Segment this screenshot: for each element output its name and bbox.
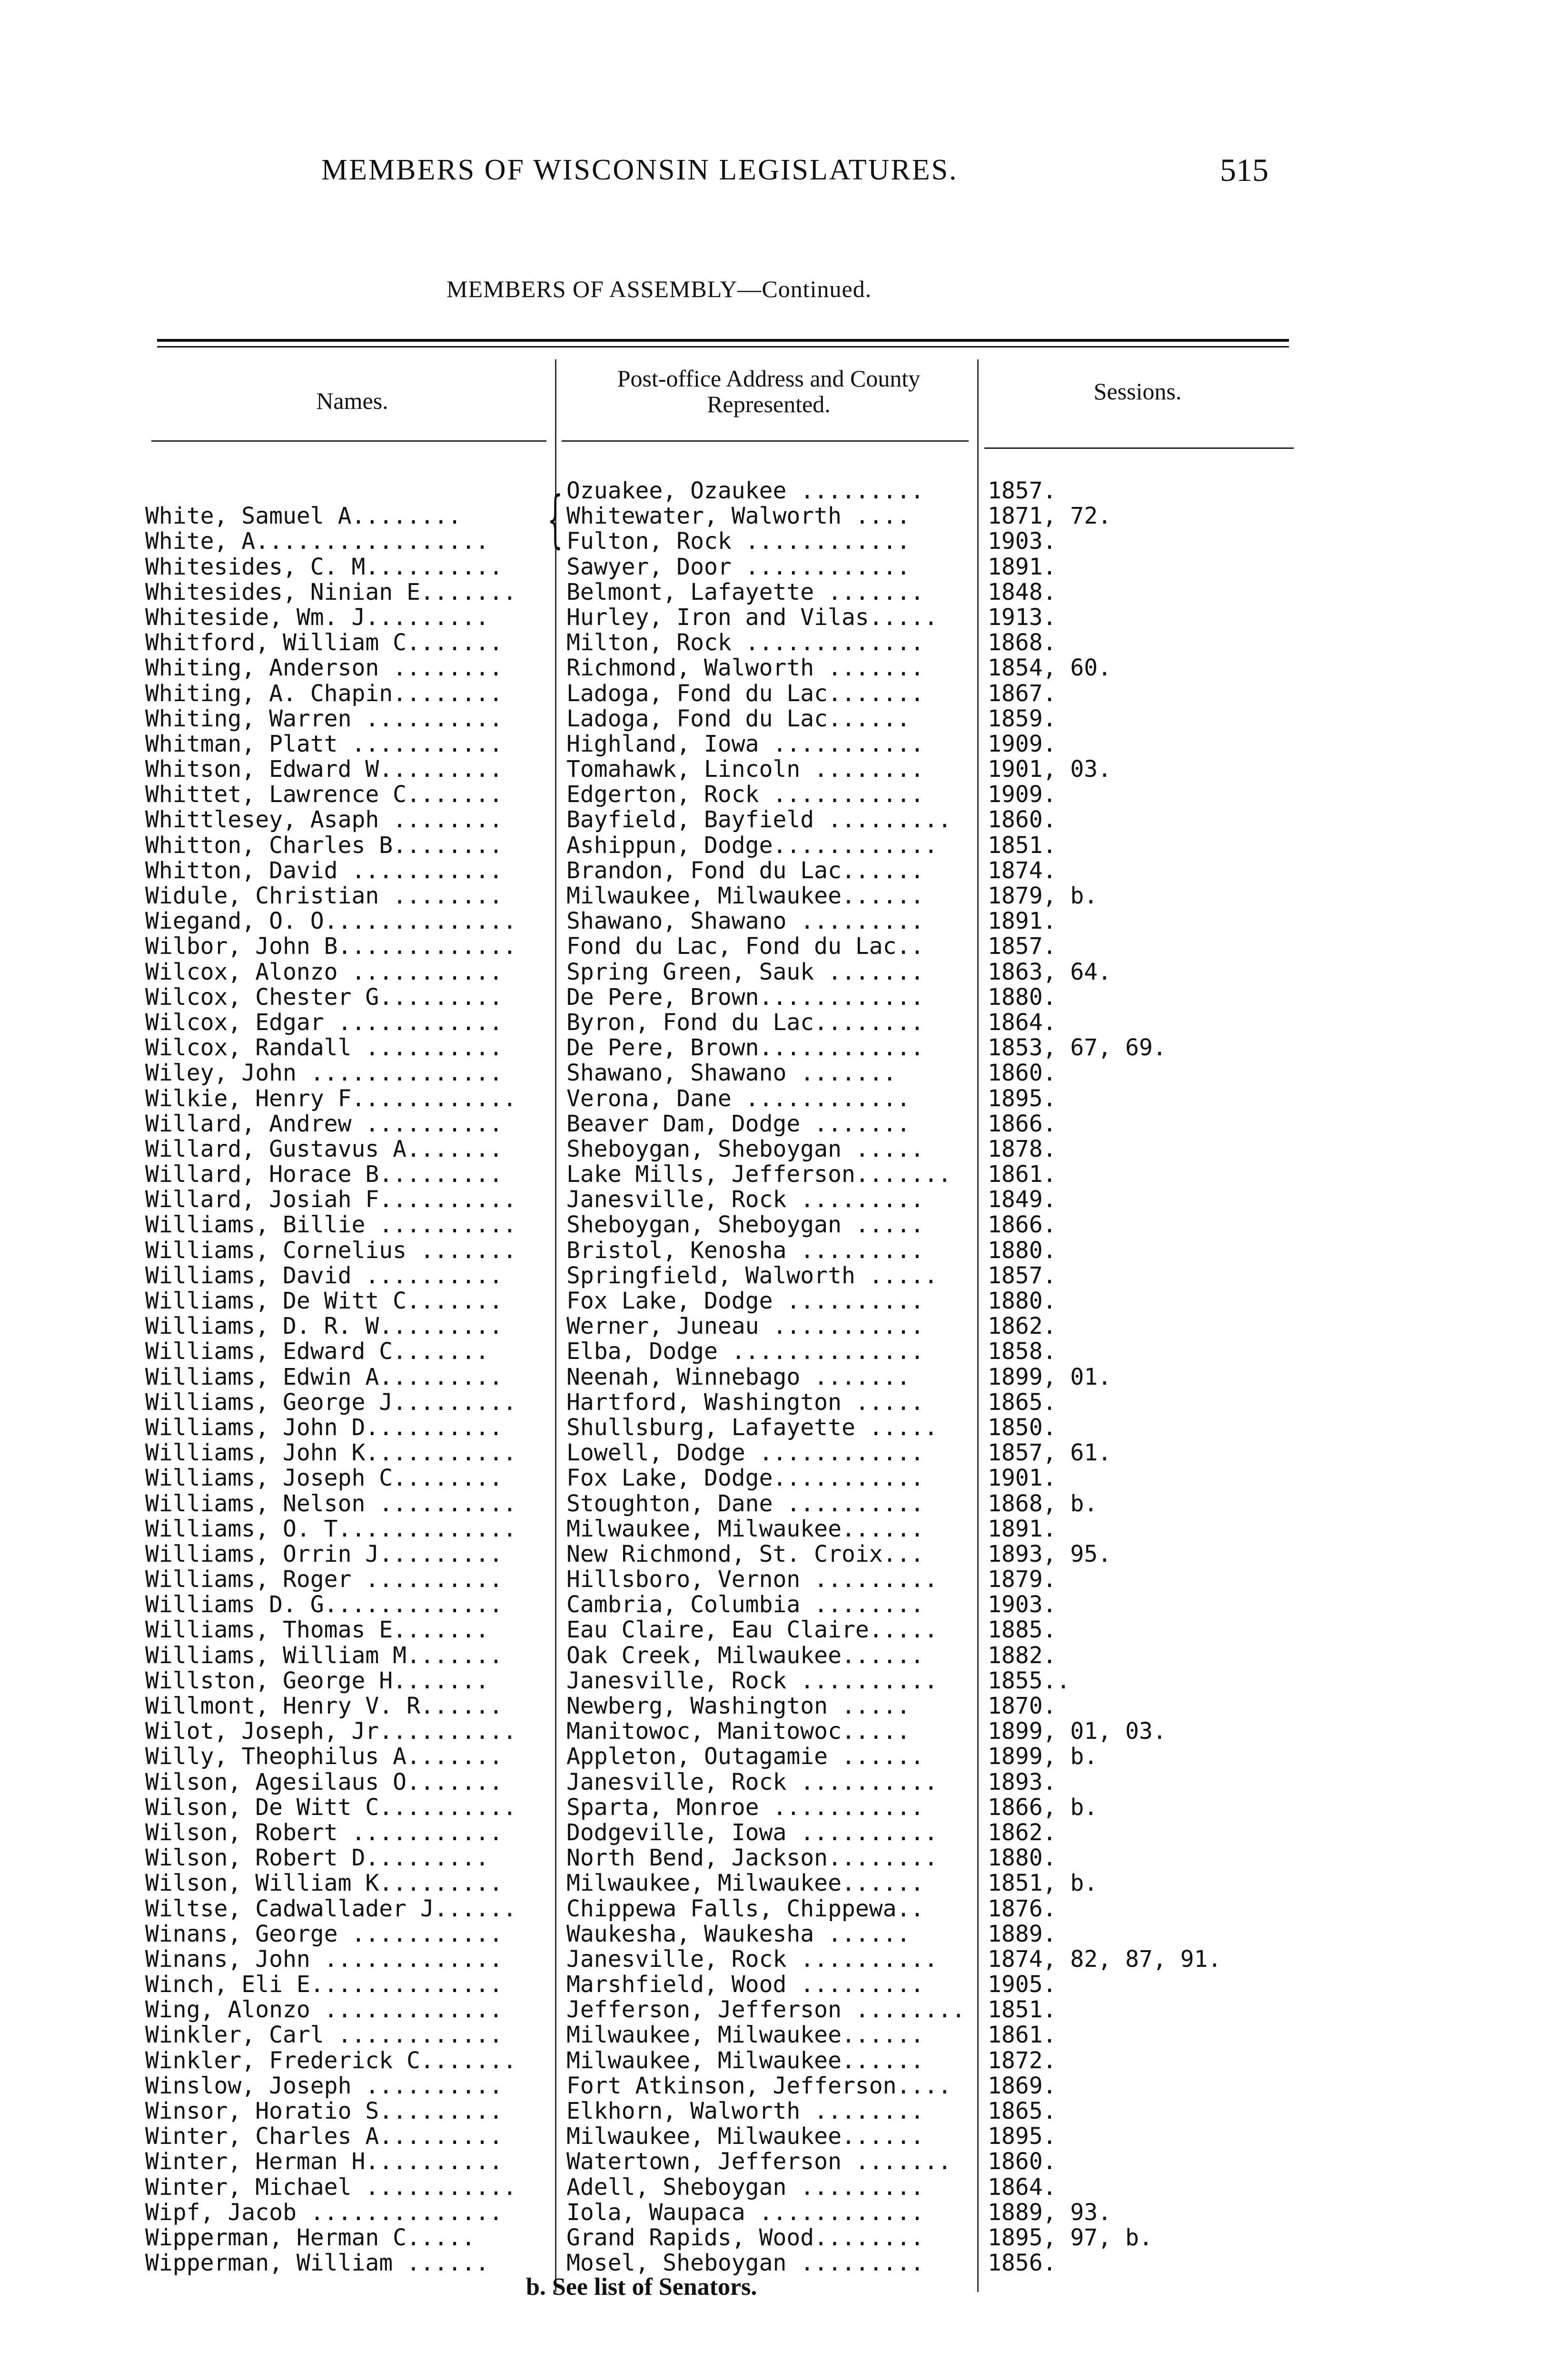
member-sessions: 1876.: [988, 1895, 1057, 1922]
table-row: [0, 1770, 1546, 1795]
member-sessions: 1909.: [988, 781, 1057, 808]
table-row: [0, 1390, 1546, 1415]
member-address: Richmond, Walworth .......: [566, 655, 924, 681]
member-sessions: 1891.: [988, 553, 1057, 580]
member-name: Whitton, David ...........: [145, 858, 503, 883]
member-address: Whitewater, Walworth ....: [566, 504, 911, 529]
member-sessions: 1865.: [988, 2098, 1057, 2124]
member-name: Winch, Eli E..............: [145, 1972, 503, 1998]
member-address: Janesville, Rock ..........: [566, 1668, 938, 1694]
member-name: Williams, O. T.............: [145, 1516, 517, 1542]
member-sessions: 1899, 01, 03.: [988, 1718, 1167, 1745]
member-name: Williams D. G.............: [145, 1592, 503, 1618]
member-name: Williams, John D..........: [145, 1415, 503, 1440]
member-address: North Bend, Jackson........: [566, 1845, 938, 1871]
member-name: Winans, George ...........: [145, 1921, 503, 1947]
table-row: [0, 1086, 1546, 1111]
member-sessions: 1850.: [988, 1414, 1057, 1441]
table-row: [0, 1567, 1546, 1592]
member-sessions: 1889.: [988, 1920, 1057, 1947]
table-row: [0, 2023, 1546, 2048]
table-row: [0, 605, 1546, 630]
member-address: Milwaukee, Milwaukee......: [566, 1516, 924, 1542]
table-row: [0, 2073, 1546, 2099]
table-row: [0, 1339, 1546, 1364]
member-sessions: 1895.: [988, 1085, 1057, 1112]
member-address: Beaver Dam, Dodge .......: [566, 1111, 911, 1137]
table-row: [0, 985, 1546, 1010]
member-sessions: 1905.: [988, 1971, 1057, 1998]
member-address: Hurley, Iron and Vilas.....: [566, 605, 938, 630]
member-name: Wing, Alonzo .............: [145, 1997, 503, 2023]
member-sessions: 1880.: [988, 1237, 1057, 1264]
table-row: [0, 2149, 1546, 2174]
member-sessions: 1851.: [988, 832, 1057, 859]
member-address: Ashippun, Dodge............: [566, 833, 938, 858]
table-row: [0, 1187, 1546, 1212]
member-sessions: 1864.: [988, 2173, 1057, 2201]
member-address: Mosel, Sheboygan .........: [566, 2251, 924, 2276]
table-row: [0, 1212, 1546, 1238]
table-row: [0, 2200, 1546, 2225]
member-name: Widule, Christian ........: [145, 883, 503, 909]
member-sessions: 1909.: [988, 730, 1057, 757]
table-row: [0, 529, 1546, 554]
member-name: White, Samuel A........: [145, 504, 462, 529]
member-name: Winkler, Carl ............: [145, 2023, 503, 2048]
table-row: [0, 1947, 1546, 1972]
table-row: [0, 1744, 1546, 1769]
table-row: [0, 1517, 1546, 1542]
member-sessions: 1874, 82, 87, 91.: [988, 1945, 1222, 1973]
member-name: Williams, William M.......: [145, 1643, 503, 1668]
member-address: Ozuakee, Ozaukee .........: [566, 478, 924, 504]
table-row: [0, 2124, 1546, 2149]
member-name: Winans, John .............: [145, 1946, 503, 1972]
table-row: [0, 1896, 1546, 1922]
member-address: Milwaukee, Milwaukee......: [566, 2048, 924, 2073]
member-sessions: 1880.: [988, 983, 1057, 1011]
member-address: Shawano, Shawano .........: [566, 909, 924, 934]
table-row: [0, 757, 1546, 782]
member-name: Wipf, Jacob ..............: [145, 2200, 503, 2225]
member-address: Ladoga, Fond du Lac.......: [566, 681, 924, 706]
table-row: [0, 1289, 1546, 1314]
member-sessions: 1901.: [988, 1465, 1057, 1492]
member-address: Springfield, Walworth .....: [566, 1263, 938, 1289]
member-name: Willard, Josiah F..........: [145, 1187, 517, 1213]
table-row: [0, 909, 1546, 934]
member-sessions: 1878.: [988, 1135, 1057, 1162]
member-sessions: 1868.: [988, 629, 1057, 656]
member-name: Wilcox, Randall ..........: [145, 1035, 503, 1061]
member-sessions: 1880.: [988, 1844, 1057, 1872]
member-sessions: 1913.: [988, 604, 1057, 631]
member-sessions: 1870.: [988, 1693, 1057, 1719]
running-title: MEMBERS OF WISCONSIN LEGISLATURES.: [321, 154, 958, 186]
member-name: Williams, Thomas E.......: [145, 1617, 489, 1643]
member-sessions: 1869.: [988, 2072, 1057, 2099]
member-name: Whiteside, Wm. J.........: [145, 605, 489, 630]
member-sessions: 1899, 01.: [988, 1363, 1112, 1390]
member-sessions: 1857.: [988, 1262, 1057, 1289]
member-address: De Pere, Brown............: [566, 1035, 924, 1061]
table-row: [0, 1035, 1546, 1061]
member-name: White, A.................: [145, 529, 489, 555]
member-name: Winkler, Frederick C.......: [145, 2048, 517, 2073]
member-address: Newberg, Washington .....: [566, 1694, 911, 1719]
member-sessions: 1893.: [988, 1768, 1057, 1795]
member-sessions: 1862.: [988, 1819, 1057, 1846]
member-name: Williams, Edwin A.........: [145, 1364, 503, 1390]
member-address: Marshfield, Wood .........: [566, 1972, 924, 1998]
member-address: Hartford, Washington .....: [566, 1389, 924, 1415]
sessions-column-header: Sessions.: [1093, 378, 1182, 405]
member-address: Highland, Iowa ...........: [566, 731, 924, 757]
member-address: Elba, Dodge ..............: [566, 1339, 924, 1365]
member-address: Fox Lake, Dodge ..........: [566, 1289, 924, 1314]
member-address: Verona, Dane ............: [566, 1086, 911, 1111]
member-name: Williams, Joseph C........: [145, 1466, 503, 1491]
member-sessions: 1851.: [988, 1996, 1057, 2023]
member-address: Janesville, Rock ..........: [566, 1769, 938, 1795]
member-name: Wilkie, Henry F............: [145, 1086, 517, 1111]
member-name: Williams, De Witt C.......: [145, 1289, 503, 1314]
member-address: Stoughton, Dane ..........: [566, 1491, 924, 1517]
member-sessions: 1880.: [988, 1288, 1057, 1314]
member-sessions: 1879, b.: [988, 883, 1098, 909]
member-sessions: 1854, 60.: [988, 654, 1112, 682]
table-row: [0, 960, 1546, 985]
table-row: [0, 1643, 1546, 1668]
table-row: [0, 1061, 1546, 1086]
member-name: Whitton, Charles B........: [145, 833, 503, 858]
table-row: [0, 1997, 1546, 2023]
member-address: Elkhorn, Walworth ........: [566, 2099, 924, 2124]
member-sessions: 1863, 64.: [988, 958, 1112, 985]
member-sessions: 1882.: [988, 1642, 1057, 1669]
member-name: Wipperman, William ......: [145, 2251, 489, 2276]
table-row: [0, 732, 1546, 757]
member-sessions: 1855..: [988, 1667, 1070, 1694]
member-sessions: 1859.: [988, 705, 1057, 732]
member-sessions: 1889, 93.: [988, 2199, 1112, 2226]
member-address: Sparta, Monroe ...........: [566, 1795, 924, 1820]
member-sessions: 1866.: [988, 1211, 1057, 1239]
table-row: [0, 1845, 1546, 1871]
member-name: Winter, Herman H..........: [145, 2149, 503, 2175]
member-address: Werner, Juneau ...........: [566, 1314, 924, 1339]
member-sessions: 1858.: [988, 1338, 1057, 1365]
member-name: Wilson, Agesilaus O.......: [145, 1769, 503, 1795]
member-name: Williams, Billie ..........: [145, 1212, 517, 1238]
table-row: [0, 1795, 1546, 1820]
table-row: [0, 1010, 1546, 1035]
member-name: Wipperman, Herman C.....: [145, 2225, 476, 2251]
member-sessions: 1860.: [988, 1060, 1057, 1087]
member-name: Wilson, Robert ...........: [145, 1820, 503, 1845]
member-name: Winslow, Joseph ..........: [145, 2073, 503, 2099]
table-row: [0, 1137, 1546, 1162]
member-name: Whittet, Lawrence C.......: [145, 782, 503, 808]
top-rule: [157, 339, 1289, 342]
members-table: [0, 478, 1546, 2276]
table-row: [0, 478, 1546, 504]
table-row: [0, 934, 1546, 959]
member-address: Sheboygan, Sheboygan .....: [566, 1212, 924, 1238]
member-name: Whitman, Platt ...........: [145, 731, 503, 757]
member-name: Willard, Horace B.........: [145, 1162, 503, 1188]
member-address: Shawano, Shawano .......: [566, 1061, 897, 1086]
member-name: Willard, Gustavus A.......: [145, 1136, 503, 1162]
member-name: Willmont, Henry V. R......: [145, 1694, 503, 1719]
member-name: Whiting, Warren ..........: [145, 706, 503, 732]
table-row: [0, 1111, 1546, 1137]
table-row: [0, 1263, 1546, 1289]
member-name: Winter, Charles A.........: [145, 2124, 503, 2150]
member-name: Whitford, William C.......: [145, 630, 503, 656]
member-address: Jefferson, Jefferson ........: [566, 1997, 966, 2023]
member-name: Wilot, Joseph, Jr..........: [145, 1719, 517, 1745]
table-row: [0, 883, 1546, 909]
member-sessions: 1860.: [988, 806, 1057, 833]
member-name: Williams, Nelson ..........: [145, 1491, 517, 1517]
member-name: Williams, John K...........: [145, 1440, 517, 1466]
member-address: Spring Green, Sauk .......: [566, 959, 924, 985]
table-row: [0, 807, 1546, 833]
member-sessions: 1868, b.: [988, 1490, 1098, 1517]
member-address: Janesville, Rock .........: [566, 1187, 924, 1213]
table-row: [0, 2048, 1546, 2073]
table-row: [0, 2099, 1546, 2124]
member-address: Grand Rapids, Wood........: [566, 2225, 924, 2251]
table-row: [0, 2251, 1546, 2276]
member-address: Lowell, Dodge ............: [566, 1440, 924, 1466]
member-name: Williams, Orrin J.........: [145, 1541, 503, 1567]
table-row: [0, 681, 1546, 706]
member-name: Willy, Theophilus A.......: [145, 1744, 503, 1770]
table-row: [0, 1238, 1546, 1263]
member-sessions: 1872.: [988, 2047, 1057, 2074]
member-name: Wilson, Robert D.........: [145, 1845, 489, 1871]
header-rule: [984, 447, 1294, 449]
member-address: De Pere, Brown............: [566, 984, 924, 1010]
member-sessions: 1901, 03.: [988, 756, 1112, 783]
member-name: Winter, Michael ...........: [145, 2174, 517, 2200]
table-row: [0, 1719, 1546, 1744]
table-row: [0, 1314, 1546, 1339]
brace-mark: {: [547, 483, 563, 555]
member-address: Milwaukee, Milwaukee......: [566, 2124, 924, 2150]
table-row: [0, 1694, 1546, 1719]
table-row: [0, 1922, 1546, 1947]
header-rule: [151, 440, 546, 442]
member-address: Bristol, Kenosha .........: [566, 1238, 924, 1263]
member-sessions: 1861.: [988, 1161, 1057, 1188]
member-address: Bayfield, Bayfield .........: [566, 807, 952, 833]
member-address: Cambria, Columbia ........: [566, 1592, 924, 1618]
member-address: Brandon, Fond du Lac......: [566, 858, 924, 883]
member-name: Wilson, De Witt C..........: [145, 1795, 517, 1820]
member-sessions: 1866.: [988, 1110, 1057, 1137]
member-address: Milton, Rock .............: [566, 630, 924, 656]
member-address: Hillsboro, Vernon .........: [566, 1567, 938, 1593]
table-row: [0, 1415, 1546, 1440]
table-row: [0, 1972, 1546, 1997]
member-address: Ladoga, Fond du Lac......: [566, 706, 911, 732]
table-row: [0, 1491, 1546, 1517]
member-sessions: 1864.: [988, 1009, 1057, 1036]
member-name: Whitesides, C. M..........: [145, 554, 503, 580]
member-address: Tomahawk, Lincoln ........: [566, 757, 924, 783]
member-sessions: 1879.: [988, 1566, 1057, 1593]
table-row: [0, 580, 1546, 605]
table-row: [0, 1820, 1546, 1845]
member-address: Oak Creek, Milwaukee......: [566, 1643, 924, 1668]
header-rule: [562, 440, 969, 442]
member-sessions: 1866, b.: [988, 1794, 1098, 1821]
member-sessions: 1891.: [988, 1515, 1057, 1542]
table-row: [0, 1440, 1546, 1466]
section-title: MEMBERS OF ASSEMBLY—Continued.: [446, 276, 872, 302]
member-address: Belmont, Lafayette .......: [566, 579, 924, 605]
table-row: [0, 1542, 1546, 1567]
member-name: Willard, Andrew ..........: [145, 1111, 503, 1137]
member-sessions: 1885.: [988, 1616, 1057, 1644]
member-address: Eau Claire, Eau Claire.....: [566, 1617, 938, 1643]
member-sessions: 1874.: [988, 857, 1057, 884]
table-row: [0, 1466, 1546, 1491]
member-name: Willston, George H.......: [145, 1668, 489, 1694]
table-row: [0, 1871, 1546, 1896]
member-sessions: 1867.: [988, 680, 1057, 707]
table-row: [0, 858, 1546, 883]
table-row: [0, 2175, 1546, 2200]
table-row: [0, 1592, 1546, 1617]
member-sessions: 1857.: [988, 477, 1057, 504]
member-sessions: 1895, 97, b.: [988, 2224, 1153, 2251]
table-row: [0, 1617, 1546, 1643]
member-name: Wilcox, Chester G.........: [145, 984, 503, 1010]
member-name: Williams, Cornelius .......: [145, 1238, 517, 1263]
member-sessions: 1848.: [988, 578, 1057, 605]
table-row: [0, 1365, 1546, 1390]
table-row: [0, 1668, 1546, 1694]
member-name: Williams, Roger ..........: [145, 1567, 503, 1593]
member-address: Neenah, Winnebago .......: [566, 1364, 911, 1390]
member-sessions: 1895.: [988, 2123, 1057, 2150]
member-name: Wiltse, Cadwallader J......: [145, 1896, 517, 1922]
member-address: Manitowoc, Manitowoc.....: [566, 1719, 911, 1745]
member-address: Watertown, Jefferson .......: [566, 2149, 952, 2175]
table-row: [0, 504, 1546, 529]
member-sessions: 1856.: [988, 2250, 1057, 2277]
member-name: Wilcox, Edgar ............: [145, 1010, 503, 1035]
member-sessions: 1903.: [988, 528, 1057, 555]
member-address: Waukesha, Waukesha ......: [566, 1921, 911, 1947]
member-name: Wilson, William K.........: [145, 1871, 503, 1896]
member-address: Sheboygan, Sheboygan .....: [566, 1136, 924, 1162]
member-address: Dodgeville, Iowa ..........: [566, 1820, 938, 1845]
member-sessions: 1849.: [988, 1186, 1057, 1213]
member-sessions: 1893, 95.: [988, 1540, 1112, 1567]
footnote: b. See list of Senators.: [526, 2273, 757, 2301]
member-sessions: 1861.: [988, 2022, 1057, 2049]
names-column-header: Names.: [316, 387, 388, 414]
member-address: Fond du Lac, Fond du Lac..: [566, 934, 924, 960]
table-row: [0, 782, 1546, 807]
table-row: [0, 1162, 1546, 1187]
member-name: Wiley, John ..............: [145, 1061, 503, 1086]
member-address: Milwaukee, Milwaukee......: [566, 1871, 924, 1896]
member-address: Appleton, Outagamie ......: [566, 1744, 924, 1770]
page-number: 515: [1220, 152, 1269, 188]
table-row: [0, 555, 1546, 580]
member-address: Lake Mills, Jefferson.......: [566, 1162, 952, 1188]
table-row: [0, 833, 1546, 858]
table-row: [0, 655, 1546, 681]
table-row: [0, 630, 1546, 655]
member-sessions: 1891.: [988, 908, 1057, 935]
member-address: Fulton, Rock ............: [566, 529, 911, 555]
member-name: Wiegand, O. O..............: [145, 909, 517, 934]
member-address: Fort Atkinson, Jefferson....: [566, 2073, 952, 2099]
member-name: Williams, Edward C.......: [145, 1339, 489, 1365]
member-sessions: 1851, b.: [988, 1870, 1098, 1897]
member-sessions: 1857.: [988, 933, 1057, 960]
member-sessions: 1862.: [988, 1313, 1057, 1340]
member-sessions: 1865.: [988, 1388, 1057, 1416]
member-address: Chippewa Falls, Chippewa..: [566, 1896, 924, 1922]
member-name: Whiting, Anderson ........: [145, 655, 503, 681]
member-address: Milwaukee, Milwaukee......: [566, 2023, 924, 2048]
member-sessions: 1853, 67, 69.: [988, 1034, 1167, 1061]
member-name: Williams, George J.........: [145, 1389, 517, 1415]
member-address: Byron, Fond du Lac........: [566, 1010, 924, 1035]
member-name: Whitson, Edward W.........: [145, 757, 503, 783]
table-row: [0, 2225, 1546, 2251]
member-name: Whiting, A. Chapin........: [145, 681, 503, 706]
member-address: Sawyer, Door ............: [566, 554, 911, 580]
member-name: Winsor, Horatio S.........: [145, 2099, 503, 2124]
member-sessions: 1903.: [988, 1591, 1057, 1618]
member-name: Whittlesey, Asaph ........: [145, 807, 503, 833]
member-sessions: 1857, 61.: [988, 1439, 1112, 1467]
member-name: Williams, David ..........: [145, 1263, 503, 1289]
address-column-header: Post-office Address and County Represented.: [617, 365, 921, 417]
member-sessions: 1860.: [988, 2148, 1057, 2175]
member-address: Adell, Sheboygan .........: [566, 2174, 924, 2200]
member-name: Whitesides, Ninian E.......: [145, 579, 517, 605]
member-name: Wilcox, Alonzo ...........: [145, 959, 503, 985]
member-sessions: 1899, b.: [988, 1743, 1098, 1770]
member-name: Williams, D. R. W.........: [145, 1314, 503, 1339]
member-sessions: 1871, 72.: [988, 503, 1112, 530]
member-address: Milwaukee, Milwaukee......: [566, 883, 924, 909]
member-address: Edgerton, Rock ...........: [566, 782, 924, 808]
member-address: New Richmond, St. Croix...: [566, 1541, 924, 1567]
table-row: [0, 706, 1546, 732]
member-address: Janesville, Rock ..........: [566, 1946, 938, 1972]
member-address: Shullsburg, Lafayette .....: [566, 1415, 938, 1440]
member-address: Fox Lake, Dodge...........: [566, 1466, 924, 1491]
member-address: Iola, Waupaca ............: [566, 2200, 924, 2225]
top-rule-secondary: [157, 346, 1289, 347]
member-name: Wilbor, John B.............: [145, 934, 517, 960]
